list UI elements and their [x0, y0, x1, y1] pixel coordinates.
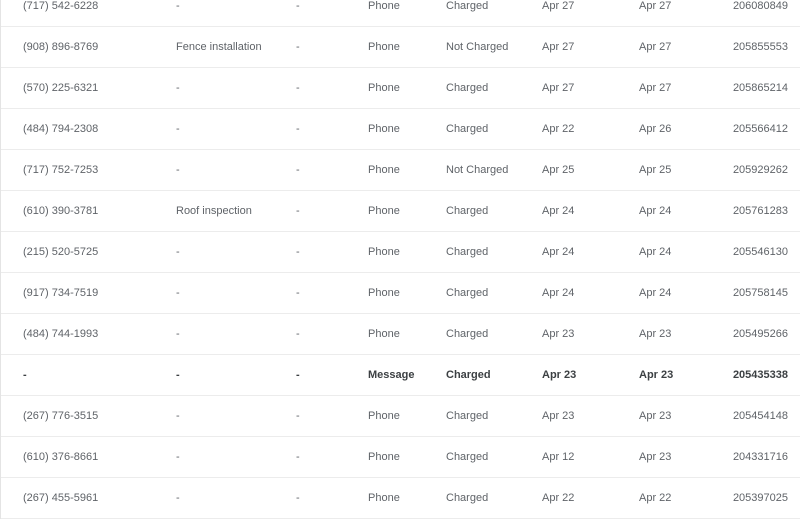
cell-status: Charged: [446, 246, 489, 258]
cell-date-2: Apr 24: [639, 246, 672, 258]
cell-extra: -: [296, 82, 300, 94]
cell-extra: -: [296, 164, 300, 176]
cell-phone: (717) 542-6228: [23, 0, 99, 12]
cell-extra: -: [296, 492, 300, 504]
cell-extra: -: [296, 246, 300, 258]
table-row[interactable]: [1, 109, 800, 150]
cell-type: Phone: [368, 123, 400, 135]
cell-status: Not Charged: [446, 164, 509, 176]
cell-id: 205758145: [732, 287, 788, 299]
cell-phone: (610) 376-8661: [23, 451, 99, 463]
cell-status: Charged: [446, 410, 489, 422]
cell-note: -: [176, 328, 180, 340]
cell-phone: (570) 225-6321: [23, 82, 99, 94]
cell-type: Phone: [368, 492, 400, 504]
cell-status: Charged: [446, 0, 489, 12]
cell-note: -: [176, 451, 180, 463]
cell-extra: -: [296, 41, 300, 53]
cell-date-1: Apr 24: [542, 287, 575, 299]
cell-status: Charged: [446, 328, 489, 340]
cell-phone: -: [23, 369, 27, 381]
cell-status: Charged: [446, 123, 489, 135]
table-row[interactable]: [1, 437, 800, 478]
cell-type: Phone: [368, 41, 400, 53]
cell-extra: -: [296, 328, 300, 340]
cell-extra: -: [296, 369, 300, 381]
cell-date-2: Apr 27: [639, 0, 672, 12]
cell-date-2: Apr 23: [639, 451, 672, 463]
cell-phone: (267) 776-3515: [23, 410, 99, 422]
table-row[interactable]: [1, 355, 800, 396]
cell-date-2: Apr 23: [639, 328, 672, 340]
cell-date-1: Apr 23: [542, 369, 577, 381]
cell-type: Phone: [368, 328, 400, 340]
cell-date-2: Apr 24: [639, 205, 672, 217]
cell-id: 205566412: [732, 123, 788, 135]
table-row[interactable]: [1, 150, 800, 191]
cell-extra: -: [296, 287, 300, 299]
cell-type: Phone: [368, 410, 400, 422]
cell-date-2: Apr 26: [639, 123, 672, 135]
cell-date-2: Apr 25: [639, 164, 672, 176]
cell-phone: (717) 752-7253: [23, 164, 99, 176]
cell-id: 205397025: [732, 492, 788, 504]
cell-note: -: [176, 287, 180, 299]
cell-note: Fence installation: [176, 41, 262, 53]
cell-id: 205761283: [732, 205, 788, 217]
cell-type: Phone: [368, 246, 400, 258]
cell-extra: -: [296, 410, 300, 422]
cell-status: Not Charged: [446, 41, 509, 53]
cell-note: -: [176, 0, 180, 12]
cell-note: -: [176, 246, 180, 258]
cell-note: Roof inspection: [176, 205, 252, 217]
cell-phone: (484) 794-2308: [23, 123, 99, 135]
table-row[interactable]: [1, 68, 800, 109]
cell-id: 205855553: [732, 41, 788, 53]
cell-type: Phone: [368, 205, 400, 217]
cell-extra: -: [296, 451, 300, 463]
cell-date-2: Apr 24: [639, 287, 672, 299]
cell-date-1: Apr 22: [542, 492, 575, 504]
cell-extra: -: [296, 123, 300, 135]
cell-date-1: Apr 27: [542, 82, 575, 94]
table-row[interactable]: [1, 478, 800, 519]
cell-date-1: Apr 12: [542, 451, 575, 463]
cell-id: 205865214: [732, 82, 788, 94]
cell-id: 205454148: [732, 410, 788, 422]
cell-type: Phone: [368, 0, 400, 12]
table-row[interactable]: [1, 232, 800, 273]
cell-status: Charged: [446, 451, 489, 463]
cell-date-1: Apr 22: [542, 123, 575, 135]
cell-status: Charged: [446, 205, 489, 217]
cell-note: -: [176, 492, 180, 504]
cell-date-1: Apr 23: [542, 328, 575, 340]
cell-status: Charged: [446, 369, 491, 381]
cell-id: 205546130: [732, 246, 788, 258]
cell-date-1: Apr 25: [542, 164, 575, 176]
cell-phone: (215) 520-5725: [23, 246, 99, 258]
cell-note: -: [176, 369, 180, 381]
cell-type: Message: [368, 369, 415, 381]
cell-type: Phone: [368, 164, 400, 176]
cell-id: 205435338: [732, 369, 788, 381]
cell-status: Charged: [446, 82, 489, 94]
cell-date-2: Apr 23: [639, 369, 674, 381]
table-row[interactable]: [1, 314, 800, 355]
cell-status: Charged: [446, 492, 489, 504]
cell-date-2: Apr 27: [639, 41, 672, 53]
cell-date-1: Apr 27: [542, 41, 575, 53]
cell-date-2: Apr 27: [639, 82, 672, 94]
table-row[interactable]: [1, 191, 800, 232]
cell-phone: (267) 455-5961: [23, 492, 99, 504]
cell-id: 205495266: [732, 328, 788, 340]
cell-type: Phone: [368, 82, 400, 94]
cell-id: 206080849: [732, 0, 788, 12]
cell-date-2: Apr 23: [639, 410, 672, 422]
cell-status: Charged: [446, 287, 489, 299]
cell-phone: (917) 734-7519: [23, 287, 99, 299]
table-row[interactable]: [1, 0, 800, 27]
cell-id: 204331716: [732, 451, 788, 463]
table-row[interactable]: [1, 273, 800, 314]
cell-phone: (908) 896-8769: [23, 41, 99, 53]
cell-note: -: [176, 410, 180, 422]
cell-date-2: Apr 22: [639, 492, 672, 504]
cell-phone: (610) 390-3781: [23, 205, 99, 217]
cell-date-1: Apr 23: [542, 410, 575, 422]
cell-type: Phone: [368, 451, 400, 463]
cell-extra: -: [296, 0, 300, 12]
cell-phone: (484) 744-1993: [23, 328, 99, 340]
cell-extra: -: [296, 205, 300, 217]
cell-id: 205929262: [732, 164, 788, 176]
cell-date-1: Apr 27: [542, 0, 575, 12]
cell-type: Phone: [368, 287, 400, 299]
table-row[interactable]: [1, 27, 800, 68]
cell-note: -: [176, 123, 180, 135]
cell-note: -: [176, 164, 180, 176]
table-row[interactable]: [1, 396, 800, 437]
cell-date-1: Apr 24: [542, 205, 575, 217]
cell-note: -: [176, 82, 180, 94]
cell-date-1: Apr 24: [542, 246, 575, 258]
